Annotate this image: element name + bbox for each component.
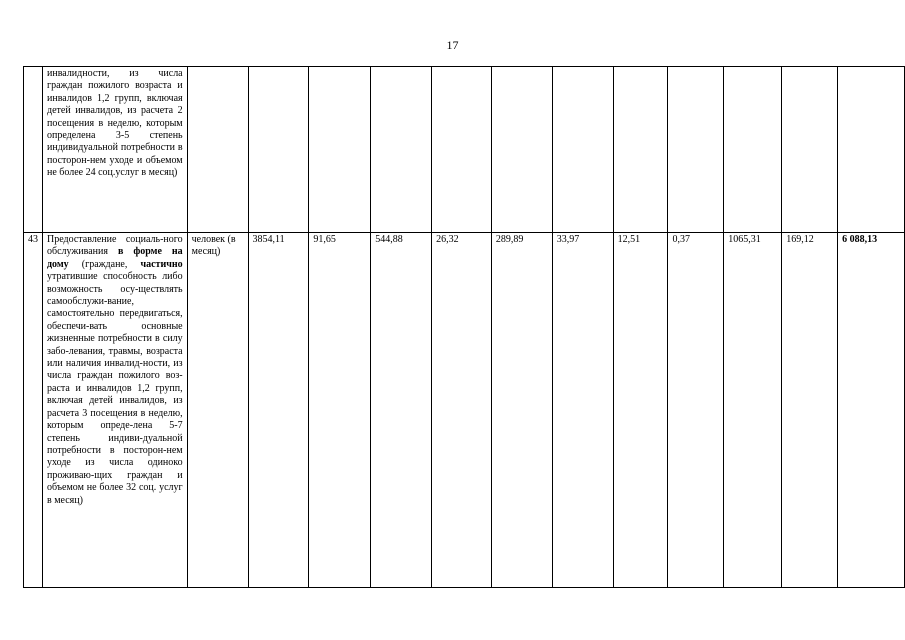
value-cell: 3854,11 (248, 233, 309, 588)
total-cell (838, 67, 905, 233)
row-number-cell (24, 67, 43, 233)
table-row (24, 233, 905, 588)
value-cell: 289,89 (491, 233, 552, 588)
description-text: утратившие способность либо возможность осу-ществлять самообслужи-вание, самостоятельно передвигаться, обеспечи-вать основные жизненные потребности в силу забо-левания, травмы, возраста или наличия инвалид-ности, из числа граждан пожилого воз-раста и инвалидов 1,2 групп, включая детей инвалидов, из расчета 3 посещения в неделю, которым опреде-лена 5-7 степень индиви-дуальной потребности в посторон-нем уходе из числа одиноко проживаю-щих граждан и объемом не более 32 соц. услуг в месяц) (47, 271, 183, 506)
unit-cell (187, 67, 248, 233)
unit-cell: человек (в месяц) (187, 233, 248, 588)
value-cell (724, 67, 782, 233)
value-cell (309, 67, 371, 233)
description-emphasis: в форме на дому (47, 246, 183, 270)
page-number: 17 (446, 38, 459, 52)
value-cell: 12,51 (613, 233, 668, 588)
description-emphasis: частично (140, 258, 183, 270)
value-cell (371, 67, 432, 233)
tariff-table (23, 66, 905, 588)
service-description-cell (43, 233, 188, 588)
value-cell: 91,65 (309, 233, 371, 588)
value-cell (432, 67, 492, 233)
description-text: Предоставление социаль-ного обслуживания (47, 234, 183, 258)
value-cell (668, 67, 724, 233)
value-cell: 544,88 (371, 233, 432, 588)
value-cell: 33,97 (552, 233, 613, 588)
total-cell: 6 088,13 (838, 233, 905, 588)
value-cell (613, 67, 668, 233)
value-cell (491, 67, 552, 233)
service-description-cell (43, 67, 188, 233)
value-cell (782, 67, 838, 233)
description-text: инвалидности, из числа граждан пожилого возраста и инвалидов 1,2 групп, включая детей инвалидов, из расчета 2 посещения в неделю, которым определена 3-5 степень индивидуальной потребности в посторон-нем уходе и объемом не более 24 соц.услуг в месяц) (47, 68, 183, 179)
value-cell: 169,12 (782, 233, 838, 588)
table-row (24, 67, 905, 233)
description-text: (граждане, (68, 258, 141, 270)
value-cell (552, 67, 613, 233)
value-cell: 0,37 (668, 233, 724, 588)
value-cell (248, 67, 309, 233)
value-cell: 26,32 (432, 233, 492, 588)
row-number-cell: 43 (24, 233, 43, 588)
value-cell: 1065,31 (724, 233, 782, 588)
